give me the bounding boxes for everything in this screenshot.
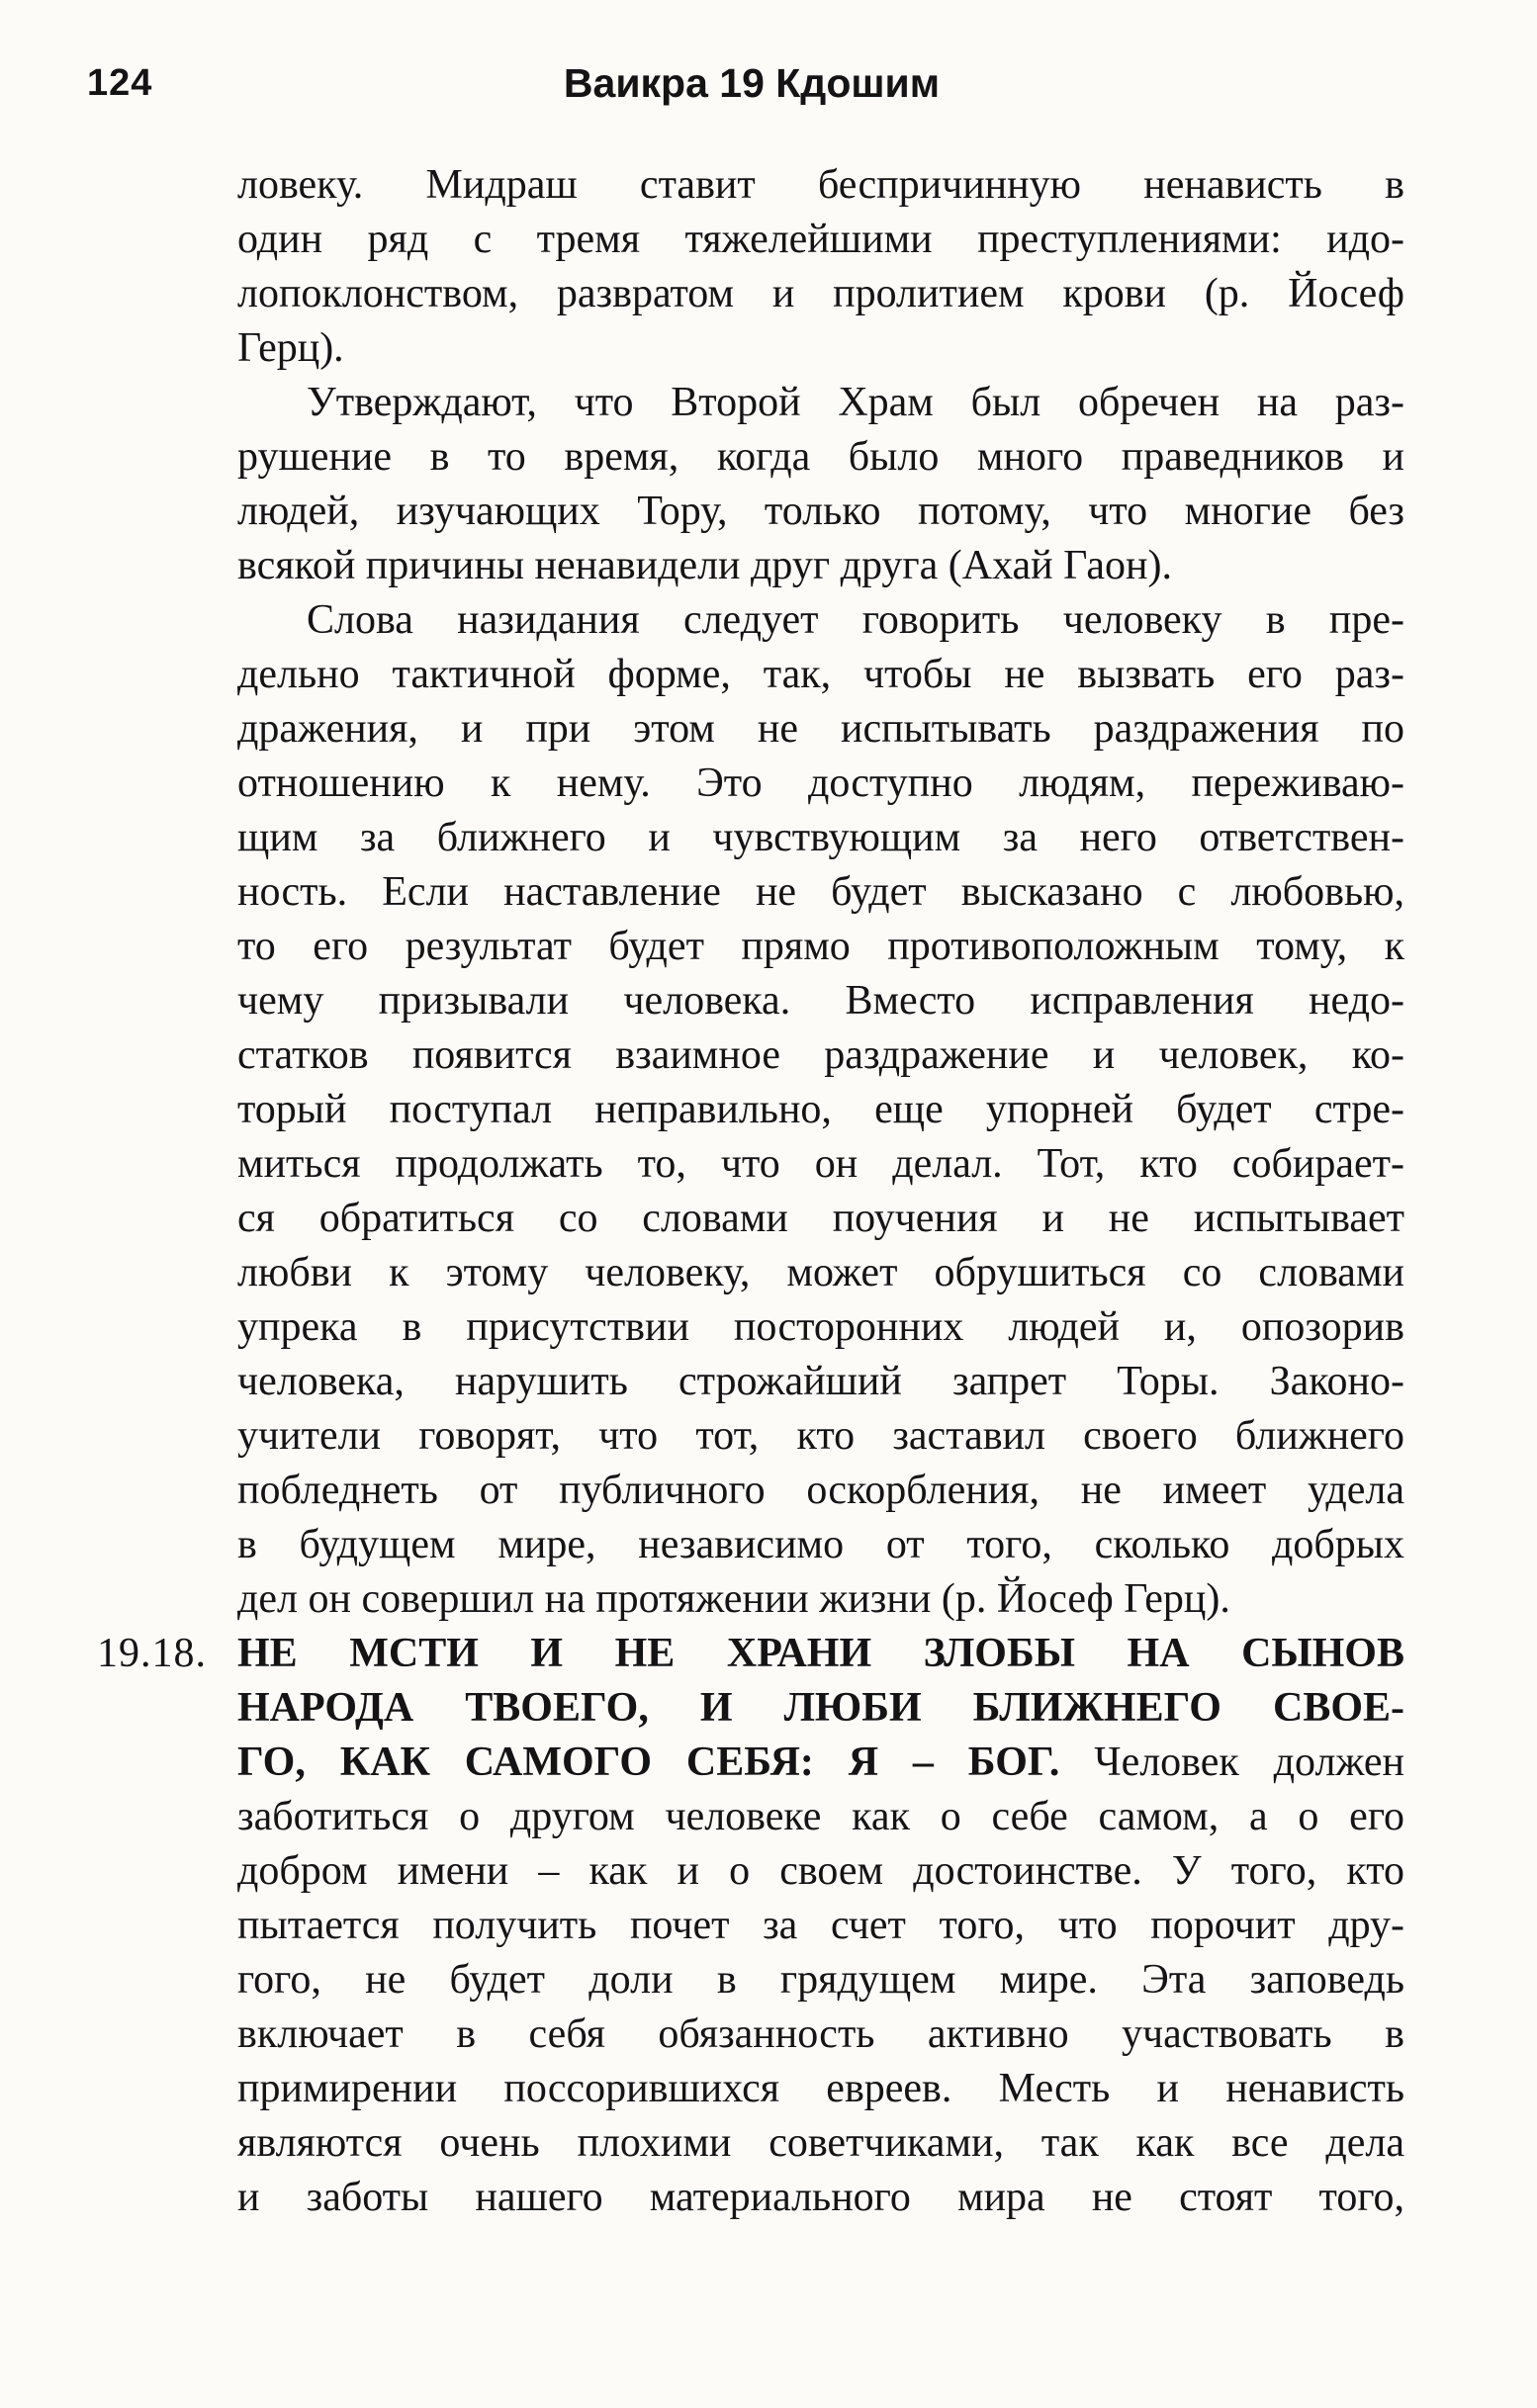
text-line <box>237 2171 1404 2225</box>
text-segment: Утверждают, что Второй Храм был обречен на раз- <box>307 380 1404 425</box>
text-segment: пытается получить почет за счет того, что порочит дру- <box>237 1903 1404 1948</box>
text-line <box>237 920 1404 974</box>
text-segment: учители говорят, что тот, кто заставил своего ближнего <box>237 1413 1404 1459</box>
text-line <box>237 158 1404 213</box>
text-line <box>237 974 1404 1028</box>
text-segment: то его результат будет прямо противоположным тому, к <box>237 924 1404 969</box>
text-segment: примирении поссорившихся евреев. Месть и ненависть <box>237 2066 1404 2111</box>
text-segment: дел он совершил на протяжении жизни (р. Йосеф Герц). <box>237 1576 1230 1622</box>
text-line <box>237 213 1404 267</box>
text-line <box>237 321 1404 376</box>
text-line <box>237 1028 1404 1083</box>
text-line <box>237 1627 1404 1681</box>
text-line <box>237 1246 1404 1300</box>
text-segment: ность. Если наставление не будет высказано с любовью, <box>237 869 1404 915</box>
text-line <box>237 1409 1404 1464</box>
text-line <box>237 1736 1404 1790</box>
text-line <box>237 593 1404 648</box>
text-line <box>237 2116 1404 2171</box>
text-line <box>237 757 1404 811</box>
text-line <box>237 1083 1404 1137</box>
verse-text-segment: НАРОДА ТВОЕГО, И ЛЮБИ БЛИЖНЕГО СВОЕ- <box>237 1685 1404 1731</box>
text-segment: дельно тактичной форме, так, чтобы не вызвать его раз- <box>237 652 1404 697</box>
text-segment: статков появится взаимное раздражение и человек, ко- <box>237 1032 1404 1078</box>
text-segment: гого, не будет доли в грядущем мире. Эта заповедь <box>237 1957 1404 2003</box>
text-line <box>237 1844 1404 1899</box>
text-line <box>237 648 1404 702</box>
verse-text-segment: ГО, КАК САМОГО СЕБЯ: Я – БОГ. <box>237 1739 1060 1785</box>
text-segment: включает в себя обязанность активно участвовать в <box>237 2011 1404 2057</box>
text-segment: человека, нарушить строжайший запрет Торы. Законо- <box>237 1359 1404 1404</box>
text-segment: всякой причины ненавидели друг друга (Ахай Гаон). <box>237 543 1172 588</box>
text-segment: торый поступал неправильно, еще упорней будет стре- <box>237 1087 1404 1132</box>
verse-paragraph <box>97 1627 1405 2225</box>
text-segment: людей, изучающих Тору, только потому, что многие без <box>237 489 1404 534</box>
text-segment: и заботы нашего материального мира не стоят того, <box>237 2175 1404 2220</box>
text-segment: щим за ближнего и чувствующим за него ответствен- <box>237 815 1404 860</box>
text-segment: побледнеть от публичного оскорбления, не имеет удела <box>237 1468 1404 1513</box>
text-line <box>237 430 1404 485</box>
text-segment: лопоклонством, развратом и пролитием крови (р. Йосеф <box>237 271 1404 316</box>
body-text-block <box>97 158 1405 2225</box>
text-line <box>237 1953 1404 2007</box>
text-segment: рушение в то время, когда было много праведников и <box>237 434 1404 480</box>
text-segment: миться продолжать то, что он делал. Тот, кто собирает- <box>237 1141 1404 1187</box>
text-segment: добром имени – как и о своем достоинстве. У того, кто <box>237 1848 1404 1894</box>
paragraph <box>237 158 1404 376</box>
verse-text-segment: НЕ МСТИ И НЕ ХРАНИ ЗЛОБЫ НА СЫНОВ <box>237 1631 1404 1676</box>
text-segment: ся обратиться со словами поучения и не испытывает <box>237 1196 1404 1241</box>
text-segment: заботиться о другом человеке как о себе самом, а о его <box>237 1794 1404 1839</box>
text-line <box>237 267 1404 321</box>
text-line <box>237 1572 1404 1627</box>
text-line <box>237 1137 1404 1192</box>
page-number: 124 <box>87 62 153 104</box>
text-line <box>237 1192 1404 1246</box>
text-segment: Слова назидания следует говорить человеку в пре- <box>307 597 1404 643</box>
text-line <box>237 1899 1404 1953</box>
running-header: Ваикра 19 Кдошим <box>563 60 941 106</box>
text-segment: упрека в присутствии посторонних людей и, опозорив <box>237 1304 1404 1350</box>
text-segment: в будущем мире, независимо от того, сколько добрых <box>237 1522 1404 1567</box>
text-segment: ловеку. Мидраш ставит беспричинную ненависть в <box>237 162 1404 208</box>
text-line <box>237 702 1404 757</box>
text-segment: дражения, и при этом не испытывать раздражения по <box>237 706 1404 752</box>
text-segment: чему призывали человека. Вместо исправления недо- <box>237 978 1404 1024</box>
paragraph <box>237 376 1404 593</box>
verse-number: 19.18. <box>97 1631 207 1676</box>
text-segment: любви к этому человеку, может обрушиться со словами <box>237 1250 1404 1295</box>
text-segment: Человек должен <box>1059 1739 1405 1785</box>
text-line <box>237 1464 1404 1518</box>
text-segment: Герц). <box>237 325 344 371</box>
text-line <box>237 1790 1404 1844</box>
text-segment: один ряд с тремя тяжелейшими преступлениями: идо- <box>237 217 1404 262</box>
text-line <box>237 1300 1404 1355</box>
text-line <box>237 865 1404 920</box>
text-line <box>237 376 1404 430</box>
text-line <box>237 1355 1404 1409</box>
paragraph <box>237 593 1404 1627</box>
text-line <box>237 2007 1404 2062</box>
text-line <box>237 1681 1404 1736</box>
text-line <box>237 811 1404 865</box>
text-line <box>237 539 1404 593</box>
text-segment: отношению к нему. Это доступно людям, переживаю- <box>237 760 1404 806</box>
text-line <box>237 1518 1404 1572</box>
text-segment: являются очень плохими советчиками, так как все дела <box>237 2120 1404 2166</box>
text-line <box>237 485 1404 539</box>
text-line <box>237 2062 1404 2116</box>
